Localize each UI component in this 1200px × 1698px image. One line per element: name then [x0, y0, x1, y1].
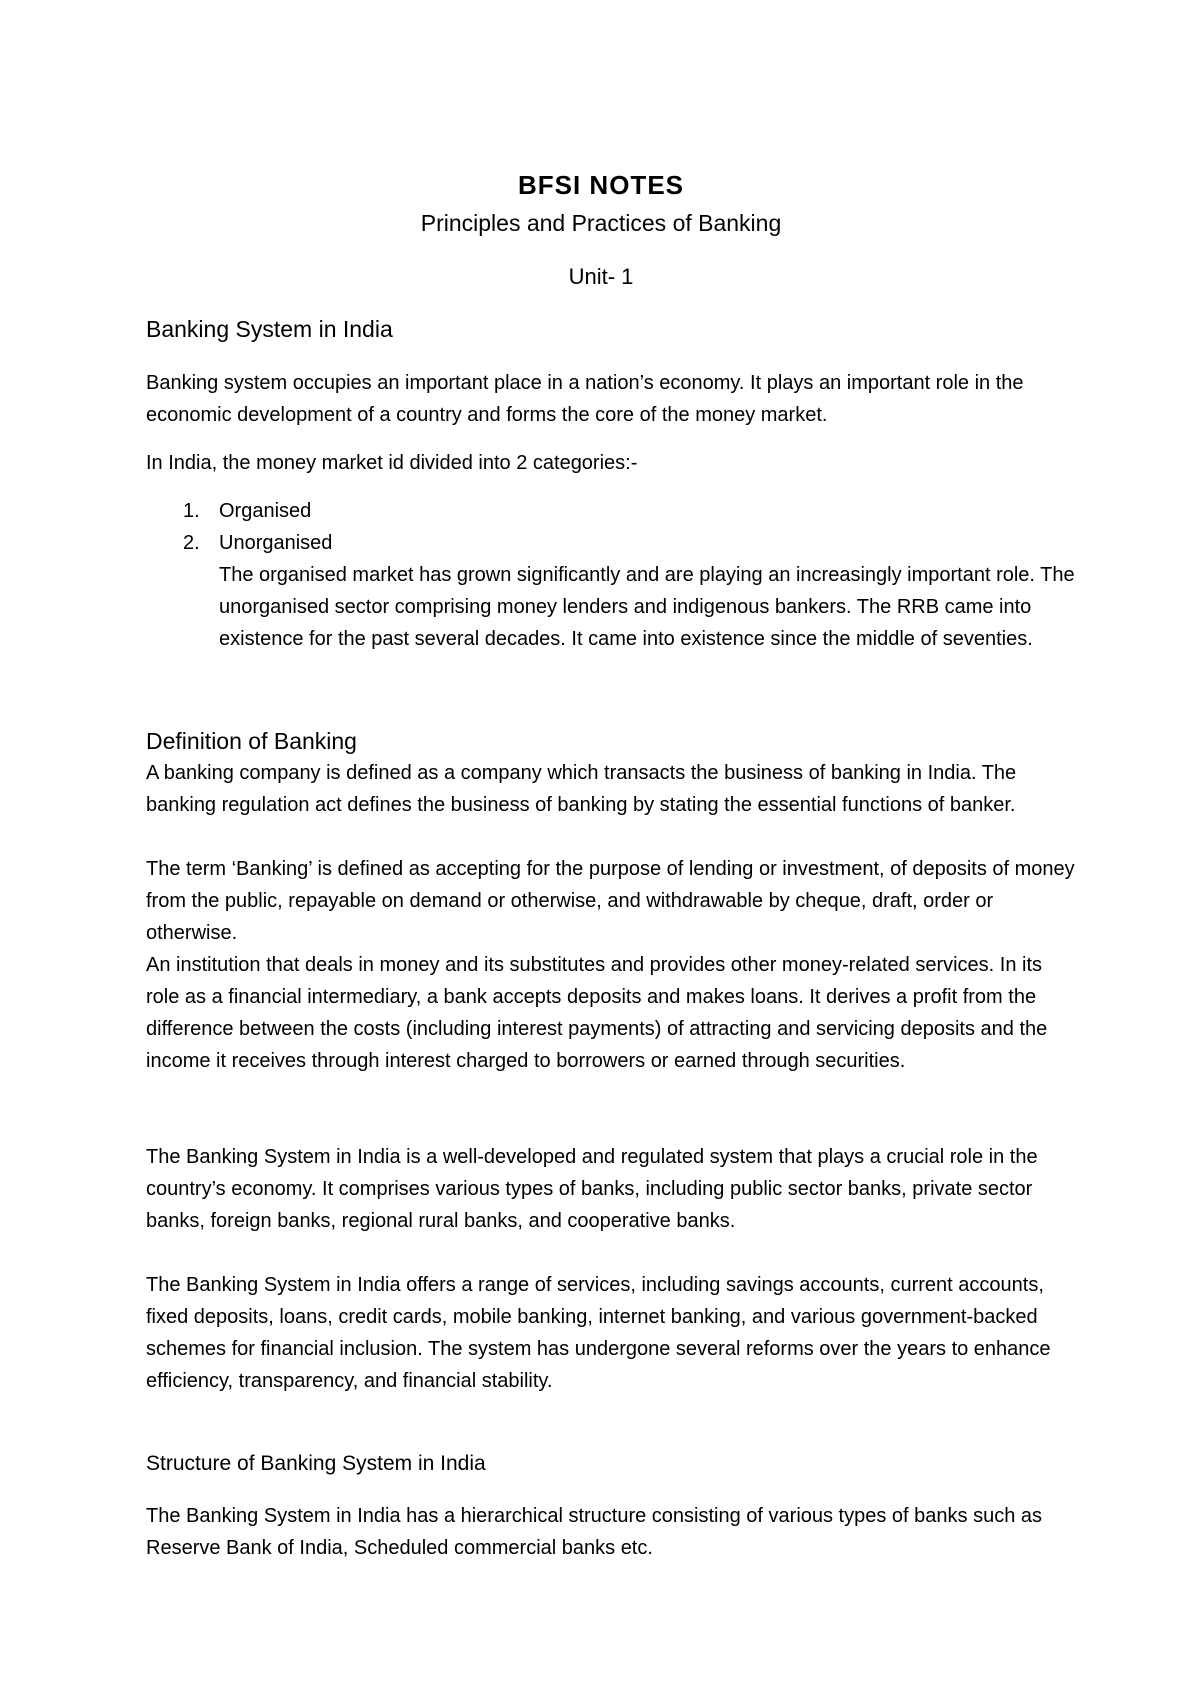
list-item	[146, 495, 1076, 527]
paragraph-money-market: In India, the money market id divided into 2 categories:-	[146, 452, 638, 474]
paragraph-banking-system-overview: The Banking System in India is a well-developed and regulated system that plays a crucial role in the country’s economy. It comprises various types of banks, including public sector banks, private sector banks, foreign banks, regional rural banks, and cooperative banks.	[146, 1146, 1038, 1232]
list-item	[146, 527, 1076, 655]
paragraph-institution: An institution that deals in money and its substitutes and provides other money-related services. In its role as a financial intermediary, a bank accepts deposits and makes loans. It derives a profit from the difference between the costs (including interest payments) of attracting and servicing deposits and the income it receives through interest charged to borrowers or earned through securities.	[146, 954, 1048, 1072]
paragraph-banking-company: A banking company is defined as a company which transacts the business of banking in India. The banking regulation act defines the business of banking by stating the essential functions of banker.	[146, 762, 1017, 816]
heading-banking-system: Banking System in India	[146, 316, 393, 342]
heading-definition-of-banking: Definition of Banking	[146, 728, 357, 754]
document-page	[146, 0, 1075, 1698]
paragraph-structure: The Banking System in India has a hierarchical structure consisting of various types of banks such as Reserve Bank of India, Scheduled commercial banks etc.	[146, 1505, 1043, 1559]
list-item-number: 2.	[183, 532, 200, 554]
paragraph-term-banking: The term ‘Banking’ is defined as accepting for the purpose of lending or investment, of deposits of money from the public, repayable on demand or otherwise, and withdrawable by cheque, draft, order or otherwise.	[146, 858, 1075, 944]
list-item-label: Unorganised	[219, 532, 333, 554]
list-item-number: 1.	[183, 500, 200, 522]
paragraph-banking-system-intro: Banking system occupies an important place in a nation’s economy. It plays an important role in the economic development of a country and forms the core of the money market.	[146, 372, 1024, 426]
paragraph-banking-services: The Banking System in India offers a range of services, including savings accounts, current accounts, fixed deposits, loans, credit cards, mobile banking, internet banking, and various government-backed schemes for financial inclusion. The system has undergone several reforms over the years to enhance efficiency, transparency, and financial stability.	[146, 1274, 1051, 1392]
unit-label: Unit- 1	[568, 264, 634, 289]
heading-structure-of-banking: Structure of Banking System in India	[146, 1452, 486, 1475]
money-market-categories-list	[146, 495, 1076, 655]
list-item-note: The organised market has grown significantly and are playing an increasingly important role. The unorganised sector comprising money lenders and indigenous bankers. The RRB came into existence for the past several decades. It came into existence since the middle of seventies.	[219, 564, 1075, 650]
list-item-label: Organised	[219, 500, 312, 522]
document-title: BFSI NOTES	[517, 170, 684, 200]
document-subtitle: Principles and Practices of Banking	[420, 210, 782, 236]
